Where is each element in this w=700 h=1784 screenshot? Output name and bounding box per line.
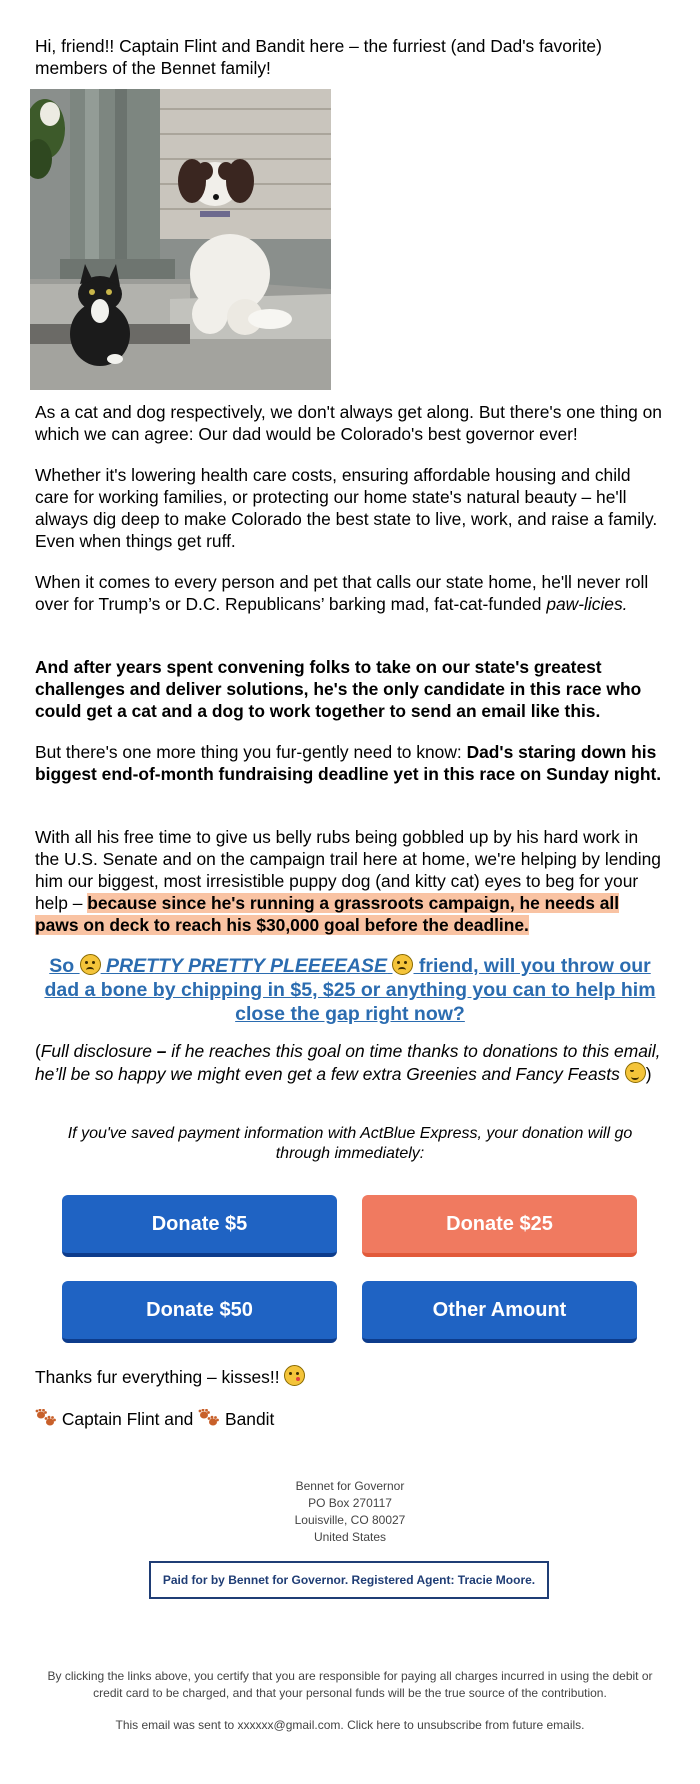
thanks-line	[35, 1365, 665, 1388]
donate-call-to-action	[35, 954, 665, 1026]
cta-italic: PRETTY PRETTY PLEEEEASE	[106, 955, 388, 977]
address-org: Bennet for Governor	[295, 1479, 405, 1493]
signoff	[35, 1408, 665, 1430]
thanks-text: Thanks fur everything – kisses!!	[35, 1367, 280, 1387]
address-line-2: Louisville, CO 80027	[294, 1513, 406, 1527]
paragraph-1: As a cat and dog respectively, we don't always get along. But there's one thing on which we can agree: Our dad would be Colorado's best governor ever!	[35, 402, 662, 444]
cta-link[interactable]	[44, 955, 655, 1025]
paragraph-3	[35, 571, 665, 615]
paragraph-5-bold: Dad's staring down his biggest end-of-month fundraising deadline yet in this race on Sunday night.	[35, 742, 662, 784]
blowing-kiss-icon	[284, 1365, 305, 1386]
disclosure-open: (	[35, 1041, 41, 1061]
pets-photo	[30, 89, 331, 390]
unsubscribe-link[interactable]: . Click here to unsubscribe from future emails.	[340, 1718, 585, 1732]
other-amount-button[interactable]: Other Amount	[362, 1281, 637, 1343]
disclosure-dash: –	[151, 1041, 172, 1061]
paragraph-6	[35, 826, 665, 936]
pleading-face-icon	[392, 954, 413, 975]
paw-prints-icon	[198, 1409, 220, 1427]
intro-text: Hi, friend!! Captain Flint and Bandit here – the furriest (and Dad's favorite) members of the Bennet family!	[35, 36, 602, 78]
paid-for-by-box: Paid for by Bennet for Governor. Registered Agent: Tracie Moore.	[149, 1561, 549, 1599]
yum-face-icon	[625, 1062, 646, 1083]
donate-5-button[interactable]: Donate $5	[62, 1195, 337, 1257]
signoff-name-2: Bandit	[225, 1409, 275, 1429]
donate-50-button[interactable]: Donate $50	[62, 1281, 337, 1343]
paragraph-6-highlight: because since he's running a grassroots campaign, he needs all paws on deck to reach his $30,000 goal before the deadline.	[35, 893, 620, 935]
cat-and-dog-on-steps-image	[30, 89, 331, 390]
paw-prints-icon	[35, 1409, 57, 1427]
paragraph-5	[35, 741, 665, 785]
address-line-1: PO Box 270117	[308, 1496, 392, 1510]
donate-25-button[interactable]: Donate $25	[362, 1195, 637, 1257]
unsubscribe-line	[0, 1717, 700, 1734]
paragraph-3-text: When it comes to every person and pet that calls our state home, he'll never roll over for Trump’s or D.C. Republicans’ barking mad, fat-cat-funded	[35, 572, 649, 614]
cta-post: friend, will you throw our dad a bone by chipping in $5, $25 or anything you can to help him close the gap right now?	[44, 955, 656, 1025]
paragraph-5-text: But there's one more thing you fur-gently need to know:	[35, 742, 467, 762]
paragraph-3-italic: paw-licies.	[546, 594, 628, 614]
unsubscribe-pre: This email was sent to	[115, 1718, 238, 1732]
disclosure-italic-b: if he reaches this goal on time thanks to donations to this email, he’ll be so happy we might even get a few extra Greenies and Fancy Feasts	[35, 1041, 661, 1084]
actblue-express-note: If you've saved payment information with ActBlue Express, your donation will go through immediately:	[67, 1125, 633, 1162]
disclosure-close: )	[645, 1064, 652, 1084]
recipient-email: xxxxxx@gmail.com	[237, 1718, 341, 1732]
disclosure-italic-a: Full disclosure	[40, 1041, 152, 1061]
pleading-face-icon	[80, 954, 101, 975]
paragraph-2: Whether it's lowering health care costs, ensuring affordable housing and child care for working families, or protecting our home state's natural beauty – he'll always dig deep to make Colorado the best state to live, work, and raise a family. Even when things get ruff.	[35, 465, 658, 551]
legal-disclaimer: By clicking the links above, you certify that you are responsible for paying all charges incurred in using the debit or credit card to be charged, and that your personal funds will be the true source of the contribution.	[47, 1669, 653, 1700]
cta-pre: So	[49, 955, 80, 977]
mailing-address	[0, 1478, 700, 1546]
paragraph-4: And after years spent convening folks to take on our state's greatest challenges and deliver solutions, he's the only candidate in this race who could get a cat and a dog to work together to send an email like this.	[35, 657, 642, 721]
paragraph-6-text: With all his free time to give us belly rubs being gobbled up by his hard work in the U.S. Senate and on the campaign trail here at home, we're helping by lending him our biggest, most irresistible puppy dog (and kitty cat) eyes to beg for your help –	[35, 827, 661, 913]
signoff-name-1: Captain Flint and	[61, 1409, 194, 1429]
disclosure	[35, 1040, 665, 1085]
address-country: United States	[313, 1530, 387, 1544]
